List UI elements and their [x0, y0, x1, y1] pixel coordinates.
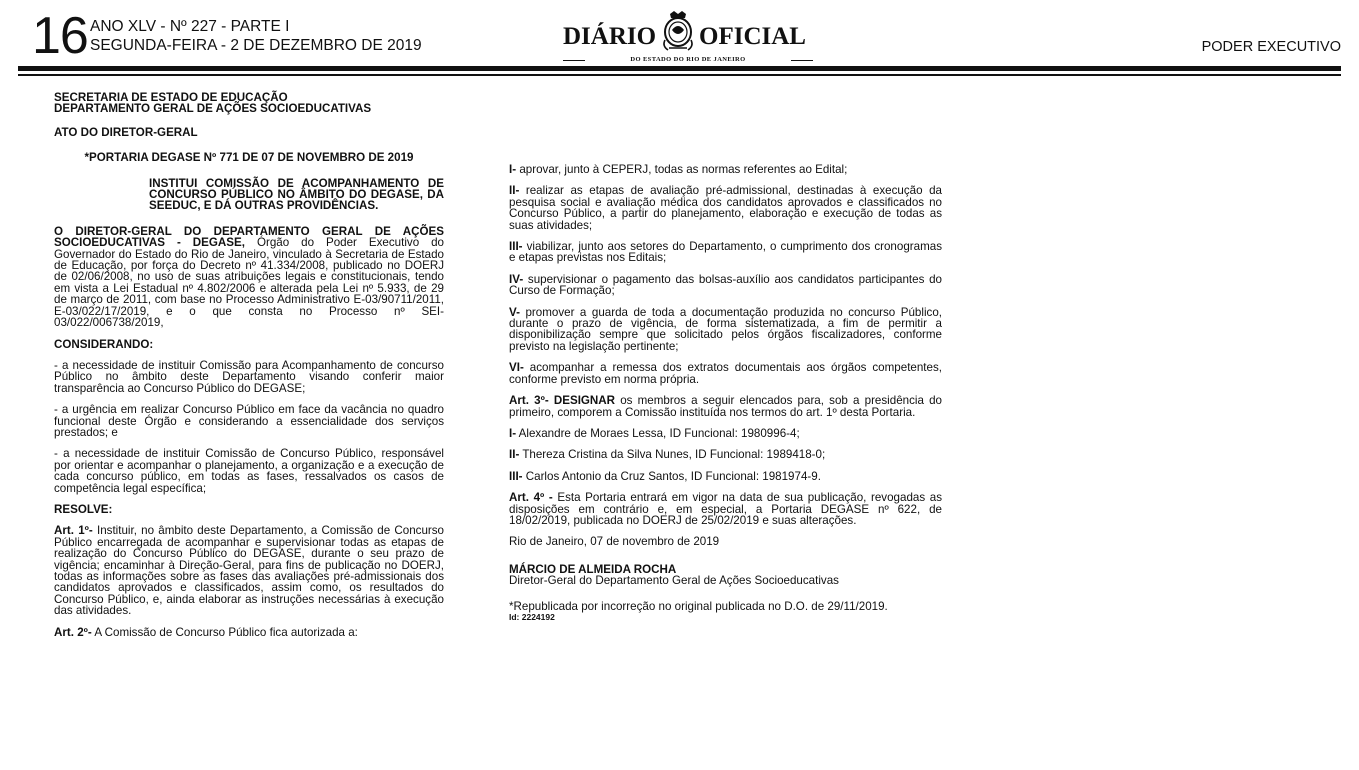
- item-iv-label: IV-: [509, 272, 524, 286]
- coat-of-arms-icon: [660, 10, 696, 54]
- article-2-text: A Comissão de Concurso Público fica autorizada a:: [91, 625, 358, 639]
- article-2-label: Art. 2º-: [54, 625, 92, 639]
- item-v-label: V-: [509, 305, 520, 319]
- item-ii-label: II-: [509, 184, 520, 198]
- item-ii: [509, 185, 942, 231]
- member-1-label: I-: [509, 426, 517, 440]
- item-iii: [509, 241, 942, 264]
- department-line-2: DEPARTAMENTO GERAL DE AÇÕES SOCIOEDUCATIVAS: [54, 102, 372, 116]
- preamble: [54, 226, 444, 329]
- portaria-title: *PORTARIA DEGASE Nº 771 DE 07 DE NOVEMBRO DE 2019: [84, 151, 414, 165]
- column-right: [509, 164, 942, 623]
- page-number: 16: [32, 7, 88, 65]
- item-iv-text: supervisionar o pagamento das bolsas-auxílio aos candidatos participantes do Curso de Formação;: [509, 272, 942, 298]
- signer-role: Diretor-Geral do Departamento Geral de Ações Socioeducativas: [509, 574, 839, 588]
- item-i-label: I-: [509, 163, 517, 176]
- member-1-text: Alexandre de Moraes Lessa, ID Funcional: 1980996-4;: [516, 426, 800, 440]
- header-rule-thin: [18, 74, 1341, 76]
- item-iii-text: viabilizar, junto aos setores do Departamento, o cumprimento dos cronogramas e etapas previstas nos Editais;: [509, 240, 942, 265]
- issue-line-1: ANO XLV - Nº 227 - PARTE I: [90, 18, 290, 35]
- article-1-label: Art. 1º-: [54, 524, 93, 538]
- article-4-label: Art. 4º -: [509, 491, 553, 505]
- masthead-word-2: OFICIAL: [699, 23, 806, 50]
- signer-name: MÁRCIO DE ALMEIDA ROCHA: [509, 562, 677, 576]
- member-3-text: Carlos Antonio da Cruz Santos, ID Funcional: 1981974-9.: [522, 469, 821, 483]
- member-1: [509, 428, 942, 439]
- act-heading: ATO DO DIRETOR-GERAL: [54, 125, 198, 139]
- item-ii-text: realizar as etapas de avaliação pré-admissional, destinadas à execução da pesquisa social e avaliação médica dos candidatos aprovados e classificados no Concurso Público, a partir do planejamento, elaboração e execução de todas as suas atividades;: [509, 184, 942, 232]
- considerando-heading: CONSIDERANDO:: [54, 337, 154, 351]
- article-1-text: Instituir, no âmbito deste Departamento, a Comissão de Concurso Público encarregada de acompanhar e supervisionar todas as etapas de realização do Concurso Público do DEGASE, durante o seu prazo de vigência; encaminhar à Direção-Geral, para fins de publicação no DOERJ, todas as informações sobre as fases das avaliações pré-admissionais dos candidatos aprovados e classificados, assim como, os resultados do Concurso Público, e, ainda elaborar as instruções necessárias à execução das atividades.: [54, 524, 444, 618]
- resolve-heading: RESOLVE:: [54, 502, 113, 516]
- member-3-label: III-: [509, 469, 523, 483]
- article-4: [509, 492, 942, 526]
- republication-note: *Republicada por incorreção no original publicada no D.O. de 29/11/2019.: [509, 599, 888, 613]
- member-2-text: Thereza Cristina da Silva Nunes, ID Funcional: 1989418-0;: [519, 448, 826, 462]
- page-header: [0, 0, 1359, 78]
- member-2: [509, 449, 942, 460]
- masthead-subtitle: DO ESTADO DO RIO DE JANEIRO: [585, 56, 791, 64]
- whereas-clause-1: - a necessidade de instituir Comissão para Acompanhamento de concurso Público no âmbito deste Departamento visando conferir maior transparência ao Concurso Público do DEGASE;: [54, 358, 444, 395]
- article-3-label: Art. 3º- DESIGNAR: [509, 394, 616, 408]
- item-vi-text: acompanhar a remessa dos extratos documentais aos órgãos competentes, conforme previsto em norma própria.: [509, 361, 942, 386]
- masthead-word-1: DIÁRIO: [563, 23, 657, 50]
- preamble-authority: O DIRETOR-GERAL DO DEPARTAMENTO GERAL DE AÇÕES SOCIOEDUCATIVAS - DEGASE,: [54, 224, 444, 250]
- item-vi-label: VI-: [509, 361, 524, 375]
- item-i-text: aprovar, junto à CEPERJ, todas as normas referentes ao Edital;: [516, 163, 848, 176]
- article-2: [54, 627, 444, 638]
- preamble-text: Órgão do Poder Executivo do Governador do Estado do Rio de Janeiro, vinculado à Secretaria de Estado de Educação, por força do Decreto nº 41.334/2008, publicado no DOERJ de 02/06/2008, no uso de suas atribuições legais e constitucionais, tendo em vista a Lei Estadual nº 4.802/2006 e alterada pela Lei nº 5.933, de 29 de março de 2011, com base no Processo Administrativo E-03/90711/2011, E-03/022/17/2019, e o que consta no Processo nº SEI-03/022/006738/2019,: [54, 236, 444, 330]
- member-3: [509, 471, 942, 482]
- item-vi: [509, 362, 942, 385]
- place-date: Rio de Janeiro, 07 de novembro de 2019: [509, 535, 720, 549]
- article-3-text: os membros a seguir elencados para, sob a presidência do primeiro, comporem a Comissão instituída nos termos do art. 1º desta Portaria.: [509, 394, 942, 419]
- member-2-label: II-: [509, 448, 520, 462]
- article-3: [509, 395, 942, 418]
- item-v: [509, 307, 942, 353]
- header-rule-thick: [18, 66, 1341, 71]
- portaria-summary: INSTITUI COMISSÃO DE ACOMPANHAMENTO DE CONCURSO PÚBLICO NO ÂMBITO DO DEGASE, DA SEEDUC, E DÁ OUTRAS PROVIDÊNCIAS.: [149, 176, 444, 213]
- issue-line-2: SEGUNDA-FEIRA - 2 DE DEZEMBRO DE 2019: [90, 37, 422, 54]
- section-label: PODER EXECUTIVO: [1201, 39, 1341, 55]
- whereas-clause-3: - a necessidade de instituir Comissão de Concurso Público, responsável por orientar e acompanhar o planejamento, a organização e a execução de cada concurso público, em todas as fases, ressalvados os casos de competência legal específica;: [54, 447, 444, 495]
- item-iv: [509, 274, 942, 297]
- document-id: Id: 2224192: [509, 611, 555, 622]
- department-line-1: SECRETARIA DE ESTADO DE EDUCAÇÃO: [54, 91, 288, 104]
- item-i: [509, 164, 942, 175]
- column-left: [54, 92, 444, 648]
- whereas-clause-2: - a urgência em realizar Concurso Público em face da vacância no quadro funcional deste Órgão e considerando a essencialidade dos serviços prestados; e: [54, 403, 444, 439]
- article-4-text: Esta Portaria entrará em vigor na data de sua publicação, revogadas as disposições em contrário e, em especial, a Portaria DEGASE nº 622, de 18/02/2019, publicada no DOERJ de 25/02/2019 e suas alterações.: [509, 491, 942, 527]
- item-v-text: promover a guarda de toda a documentação produzida no concurso Público, durante o prazo de vigência, de forma sistematizada, a fim de permitir a disponibilização sempre que solicitado pelos órgãos fiscalizadores, conforme previsto na legislação pertinente;: [509, 305, 942, 353]
- masthead-logo: [563, 10, 813, 68]
- item-iii-label: III-: [509, 240, 523, 254]
- issue-info: [90, 17, 422, 55]
- article-1: [54, 525, 444, 616]
